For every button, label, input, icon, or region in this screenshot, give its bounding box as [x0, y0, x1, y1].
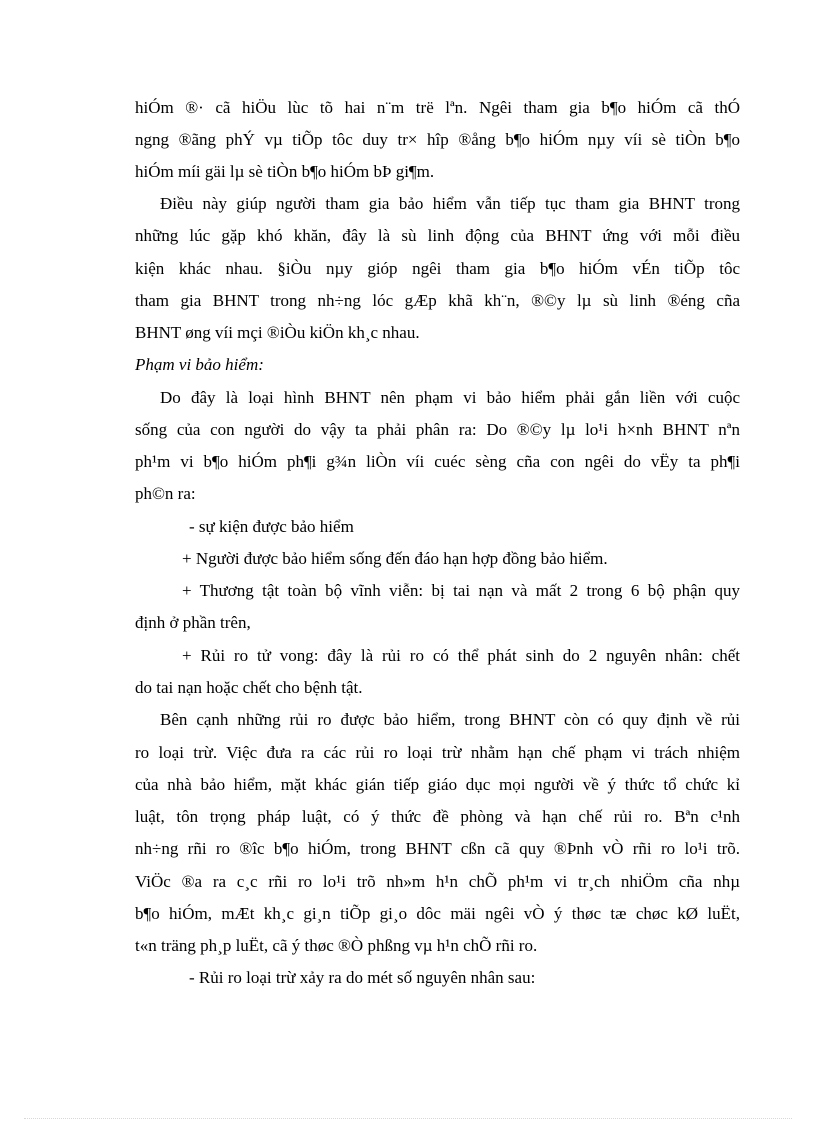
- body-text-line: luật, tôn trọng pháp luật, có ý thức đề phòng và hạn chế rủi ro. Bªn c¹nh: [135, 807, 740, 826]
- page-bottom-rule: [24, 1118, 792, 1119]
- body-text-line: của nhà bảo hiểm, mặt khác gián tiếp giáo dục mọi người về ý thức tổ chức kỉ: [135, 775, 740, 794]
- list-item: + Thương tật toàn bộ vĩnh viễn: bị tai nạn và mất 2 trong 6 bộ phận quy: [182, 581, 740, 600]
- list-item: - Rủi ro loại trừ xảy ra do mét số nguyên nhân sau:: [189, 968, 536, 987]
- body-text-line: định ở phần trên,: [135, 613, 251, 632]
- body-text-line: hiÓm míi gäi lµ sè tiÒn b¶o hiÓm bÞ gi¶m.: [135, 162, 435, 181]
- body-text-line: kiện khác nhau. §iÒu nµy gióp ngêi tham gia b¶o hiÓm vÉn tiÕp tôc: [135, 259, 740, 278]
- body-text-line: ph©n ra:: [135, 484, 196, 503]
- body-text-line: Điều này giúp người tham gia bảo hiểm vẫn tiếp tục tham gia BHNT trong: [160, 194, 740, 213]
- body-text-line: hiÓm ®· cã hiÖu lùc tõ hai n¨m trë lªn. Ngêi tham gia b¶o hiÓm cã thÓ: [135, 98, 740, 117]
- body-text-line: ViÖc ®a ra c¸c rñi ro lo¹i trõ nh»m h¹n chÕ ph¹m vi tr¸ch nhiÖm cña nhµ: [135, 872, 740, 891]
- body-text-line: sống của con người do vậy ta phải phân ra: Do ®©y lµ lo¹i h×nh BHNT nªn: [135, 420, 740, 439]
- body-text-line: b¶o hiÓm, mÆt kh¸c gi¸n tiÕp gi¸o dôc mäi ngêi vÒ ý thøc tæ chøc kØ luËt,: [135, 904, 740, 923]
- body-text-line: Bên cạnh những rủi ro được bảo hiểm, trong BHNT còn có quy định về rủi: [160, 710, 740, 729]
- body-text-line: BHNT øng víi mçi ®iÒu kiÖn kh¸c nhau.: [135, 323, 420, 342]
- body-text-line: t«n träng ph¸p luËt, cã ý thøc ®Ò phßng vµ h¹n chÕ rñi ro.: [135, 936, 538, 955]
- body-text-line: do tai nạn hoặc chết cho bệnh tật.: [135, 678, 363, 697]
- body-text-line: những lúc gặp khó khăn, đây là sù linh động của BHNT ứng với mỗi điều: [135, 226, 740, 245]
- body-text-line: ph¹m vi b¶o hiÓm ph¶i g¾n liÒn víi cuéc sèng cña con ngêi do vËy ta ph¶i: [135, 452, 740, 471]
- body-text-line: ro loại trừ. Việc đưa ra các rủi ro loại trừ nhằm hạn chế phạm vi trách nhiệm: [135, 743, 740, 762]
- list-item: + Người được bảo hiểm sống đến đáo hạn hợp đồng bảo hiểm.: [182, 549, 608, 568]
- body-text-line: ngng ®ãng phÝ vµ tiÕp tôc duy tr× hîp ®ång b¶o hiÓm nµy víi sè tiÒn b¶o: [135, 130, 740, 149]
- body-text-line: tham gia BHNT trong nh÷ng lóc gÆp khã kh¨n, ®©y lµ sù linh ®éng cña: [135, 291, 740, 310]
- section-heading: Phạm vi bảo hiểm:: [135, 355, 264, 374]
- list-item: - sự kiện được bảo hiểm: [189, 517, 354, 536]
- body-text-line: Do đây là loại hình BHNT nên phạm vi bảo hiểm phải gắn liền với cuộc: [160, 388, 740, 407]
- list-item: + Rủi ro tử vong: đây là rủi ro có thể phát sinh do 2 nguyên nhân: chết: [182, 646, 740, 665]
- body-text-line: nh÷ng rñi ro ®îc b¶o hiÓm, trong BHNT cßn cã quy ®Þnh vÒ rñi ro lo¹i trõ.: [135, 839, 740, 858]
